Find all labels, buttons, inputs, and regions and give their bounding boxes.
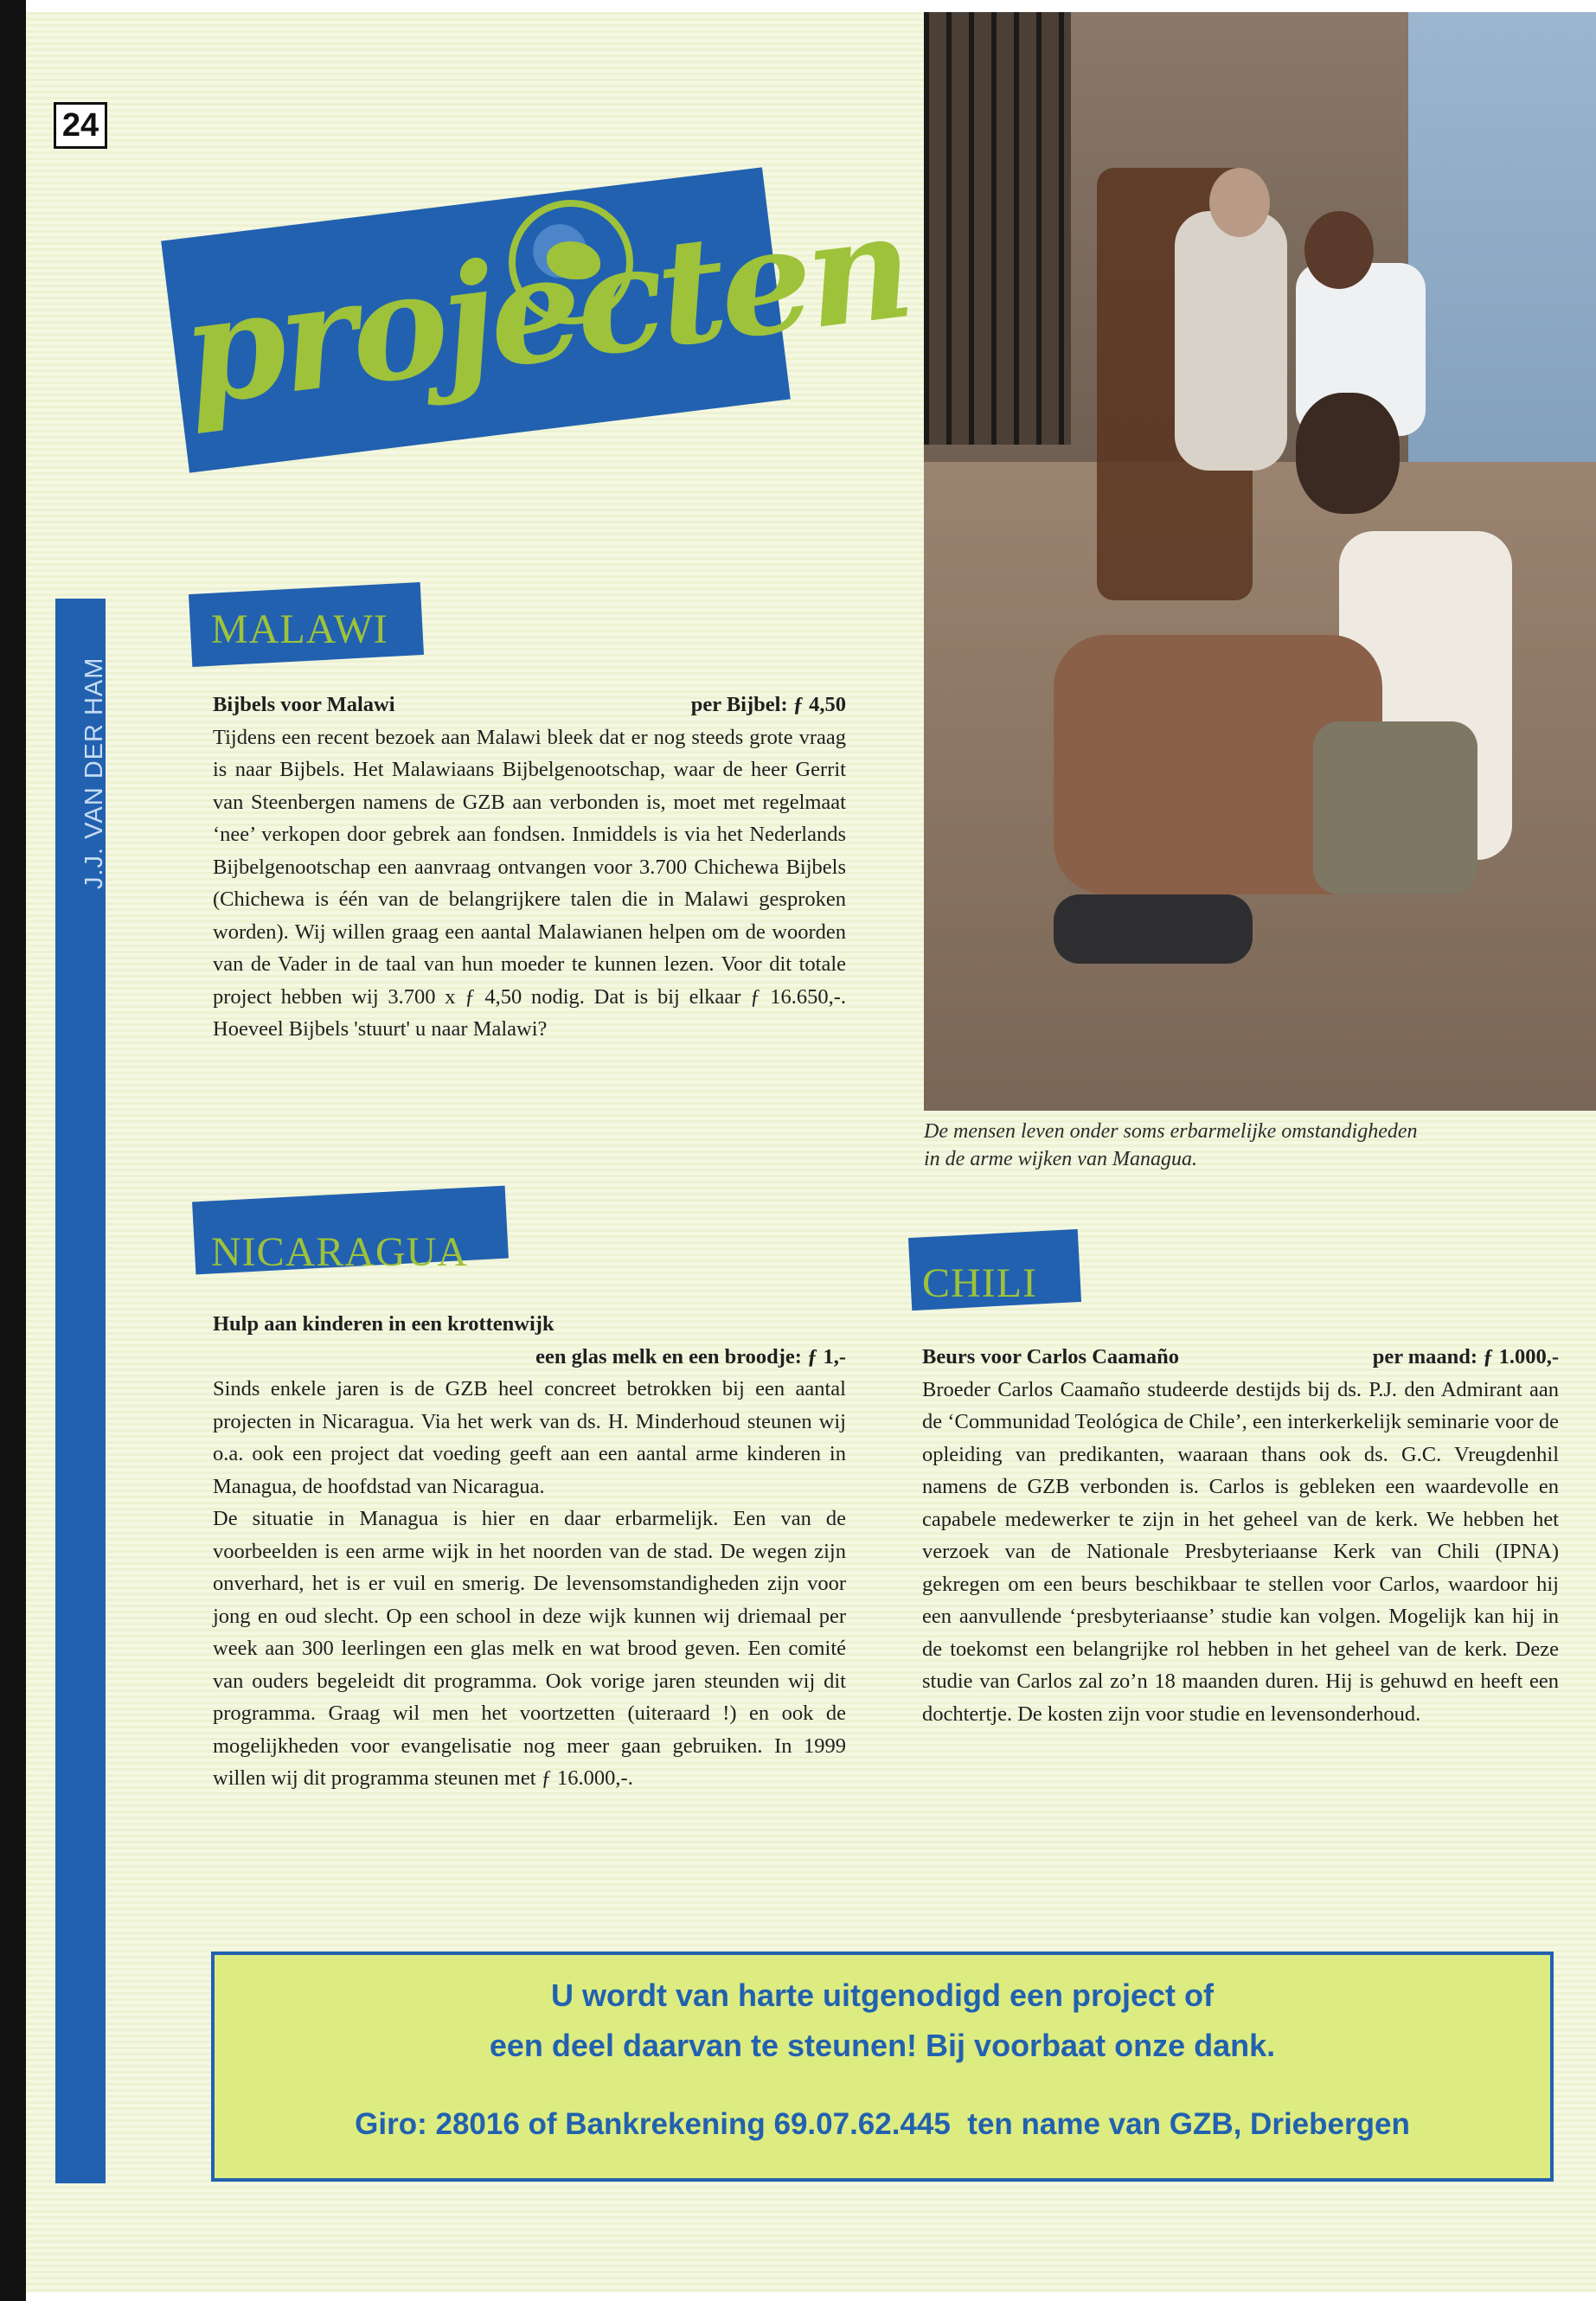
photo-man-head — [1296, 393, 1400, 514]
masthead — [166, 169, 917, 458]
malawi-price: per Bijbel: ƒ 4,50 — [690, 693, 846, 716]
malawi-article — [213, 689, 846, 1046]
chili-headline: Beurs voor Carlos Caamaño — [922, 1345, 1179, 1368]
photo-shoes — [1054, 894, 1253, 964]
nicaragua-article — [213, 1308, 846, 1795]
photo-gate — [924, 12, 1071, 445]
malawi-label: MALAWI — [211, 606, 388, 652]
photo-grandmother-head — [1209, 168, 1270, 237]
chili-price: per maand: ƒ 1.000,- — [1372, 1345, 1559, 1368]
chili-label: CHILI — [922, 1260, 1037, 1306]
photo-caption-line1: De mensen leven onder soms erbarmelijke omstandigheden — [924, 1120, 1418, 1143]
nicaragua-headline: Hulp aan kinderen in een krottenwijk — [213, 1312, 554, 1336]
malawi-body: Tijdens een recent bezoek aan Malawi bleek dat er nog steeds grote vraag is naar Bijbels. Het Malawiaans Bijbelgenootschap, waar de heer Gerrit van Steenbergen namens de GZB aan verbonden is, moet met regelmaat ‘nee’ verkopen door gebrek aan fondsen. Inmiddels is via het Nederlands Bijbelgenootschap een aanvraag ontvangen voor 3.700 Chichewa Bijbels (Chichewa is één van de belangrijkere talen die in Malawi gesproken worden). Wij willen graag een aantal Malawianen helpen om de woorden van de Vader in de taal van hun moeder te kunnen lezen. Voor dit totale project hebben wij 3.700 x ƒ 4,50 nodig. Dat is bij elkaar ƒ 16.650,-. Hoeveel Bijbels 'stuurt' u naar Malawi? — [213, 725, 846, 1041]
callout-line2: een deel daarvan te steunen! Bij voorbaat onze dank. — [489, 2028, 1276, 2063]
nicaragua-label: NICARAGUA — [211, 1229, 468, 1275]
page-number: 24 — [54, 102, 107, 149]
photo-child-head — [1304, 211, 1374, 289]
photo-caption-line2: in de arme wijken van Managua. — [924, 1148, 1197, 1170]
nicaragua-body2: De situatie in Managua is hier en daar erbarmelijk. Een van de voorbeelden is een arme wijk in het noorden van de stad. De wegen zijn onverhard, het is er vuil en smerig. De levensomstandigheden zijn voor jong en oud slecht. Op een school in deze wijk kunnen wij driemaal per week aan 300 leerlingen een glas melk en wat brood geven. Een comité van ouders begeleidt dit programma. Ook vorige jaren steunden wij dit programma. Graag wil men het voortzetten (uiteraard !) en ook de mogelijkheden voor evangelisatie nog meer gaan gebruiken. In 1999 willen wij dit programma steunen met ƒ 16.000,-. — [213, 1507, 846, 1790]
callout-line1: U wordt van harte uitgenodigd een project of — [550, 1977, 1215, 2013]
malawi-headline: Bijbels voor Malawi — [213, 693, 395, 716]
author-name: J.J. VAN DER HAM — [80, 657, 108, 889]
callout-line3: Giro: 28016 of Bankrekening 69.07.62.445 ten name van GZB, Driebergen — [355, 2107, 1410, 2141]
scan-edge — [0, 0, 26, 2301]
chili-body: Broeder Carlos Caamaño studeerde destijds bij ds. P.J. den Admirant aan de ‘Communidad Teológica de Chile’, een interkerkelijk seminarie voor de opleiding van predikanten, waaraan thans ook ds. G.C. Vreugdenhil namens de GZB verbonden is. Carlos is gebleken een waardevolle en capabele medewerker te zijn in het geheel van de kerk. We hebben het verzoek van de Nationale Presbyteriaanse Kerk van Chili (IPNA) gekregen om een beurs beschikbaar te stellen voor Carlos, waardoor hij een aanvullende ‘presbyteriaanse’ studie kan volgen. Mogelijk kan hij in de toekomst een belangrijke rol hebben in het geheel van de kerk. Deze studie van Carlos zal zo’n 18 maanden duren. Hij is gehuwd en heeft een dochtertje. De kosten zijn voor studie en levensonderhoud. — [922, 1377, 1559, 1726]
support-callout — [211, 1952, 1554, 2182]
nicaragua-body1: Sinds enkele jaren is de GZB heel concreet betrokken bij een aantal projecten in Nicaragua. Via het werk van ds. H. Minderhoud steunen wij o.a. ook een project dat voeding geeft aan een aantal arme kinderen in Managua, de hoofdstad van Nicaragua. — [213, 1377, 846, 1498]
photo-grandmother — [1175, 211, 1287, 471]
photo-family-managua — [924, 12, 1596, 1111]
nicaragua-subheadline: een glas melk en een broodje: ƒ 1,- — [535, 1344, 846, 1368]
photo-caption — [924, 1118, 1547, 1173]
masthead-title: projecten — [174, 179, 917, 439]
chili-article — [922, 1341, 1559, 1730]
photo-shorts — [1313, 721, 1477, 894]
